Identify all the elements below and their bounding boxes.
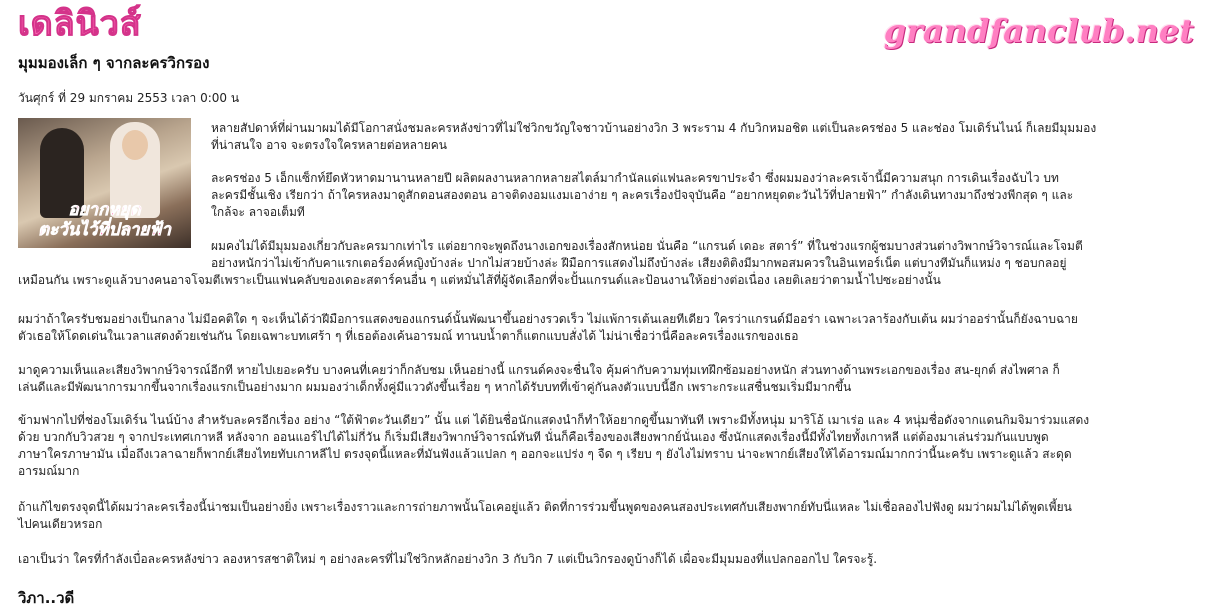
paragraph-1 bbox=[211, 120, 1096, 154]
paragraph-5 bbox=[18, 362, 1060, 396]
paragraph-6 bbox=[18, 412, 1089, 480]
paragraph-line: เหมือนกัน เพราะดูแล้วบางคนอาจโจมตีเพราะเป็นแฟนคลับของเดอะสตาร์คนอื่น ๆ แต่หมั่นไส้ที่ผู้จัดเลือกที่จะปั้นแกรนด์และป้อนงานให้อย่างต่อเนื่อง เลยติเลยว่าตามน้ำไปซะอย่างนั้น bbox=[18, 273, 941, 287]
paragraph-line: อารมณ์มาก bbox=[18, 464, 80, 478]
article-date: วันศุกร์ ที่ 29 มกราคม 2553 เวลา 0:00 น bbox=[18, 91, 240, 105]
paragraph-line: หลายสัปดาห์ที่ผ่านมาผมได้มีโอกาสนั่งชมละครหลังข่าวที่ไม่ใช่วิกขวัญใจชาวบ้านอย่างวิก 3 พระราม 4 กับวิกหมอชิต แต่เป็นละครช่อง 5 และช่อง โมเดิร์นไนน์ ก็เลยมีมุมมอง bbox=[211, 121, 1097, 135]
paragraph-line: เอาเป็นว่า ใครที่กำลังเบื่อละครหลังข่าว ลองหารสชาติใหม่ ๆ อย่างละครที่ไม่ใช่วิกหลักอย่างวิก 3 กับวิก 7 แต่เป็นวิกรองดูบ้างก็ได้ เผื่อจะมีมุมมองที่แปลกออกไป ใครจะรู้. bbox=[18, 552, 878, 566]
paragraph-line: ผมคงไม่ได้มีมุมมองเกี่ยวกับละครมากเท่าไร แต่อยากจะพูดถึงนางเอกของเรื่องสักหน่อย นั่นคือ “แกรนด์ เดอะ สตาร์” ที่ในช่วงแรกผู้ชมบางส่วนต่างวิพากษ์วิจารณ์และโจมตี bbox=[211, 239, 1083, 253]
paragraph-3 bbox=[18, 238, 1083, 289]
paragraph-line: ละครมีชั้นเชิง เรียกว่า ถ้าใครหลงมาดูสักตอนสองตอน อาจติดงอมแงมเอาง่าย ๆ ละครเรื่องปัจจุบันคือ “อยากหยุดตะวันไว้ที่ปลายฟ้า” กำลังเดินทางมาถึงช่วงพีกสุด ๆ และ bbox=[211, 188, 1074, 202]
article-title: มุมมองเล็ก ๆ จากละครวิกรอง bbox=[18, 54, 210, 72]
poster-title-line1: อยากหยุด bbox=[68, 200, 141, 220]
paragraph-line: ภาษาใครภาษามัน เมื่อถึงเวลาฉายก็พากย์เสียงไทยทับเกาหลีไป ตรงจุดนี้แหละที่มันฟังแล้วแปลก ๆ ออกจะแปร่ง ๆ จืด ๆ เรียบ ๆ ยังไงไม่ทราบ น่าจะพากย์เสียงให้ได้อารมณ์มากกว่านี้นะครับ เพราะดูแล้ว สะดุด bbox=[18, 447, 1072, 461]
paragraph-line: ที่น่าสนใจ อาจ จะตรงใจใครหลายต่อหลายคน bbox=[211, 138, 447, 152]
paragraph-4 bbox=[18, 311, 1078, 345]
poster-title-line2: ตะวันไว้ที่ปลายฟ้า bbox=[38, 220, 171, 240]
paragraph-line: เล่นดีและมีพัฒนาการมากขึ้นจากเรื่องแรกเป็นอย่างมาก ผมมองว่าเด็กทั้งคู่มีแววดังขึ้นเรื่อย ๆ หากได้รับบทที่เข้าคู่กันลงตัวแบบนี้อีก เพราะกระแสชื่นชมเริ่มมีมากขึ้น bbox=[18, 380, 852, 394]
paragraph-7 bbox=[18, 499, 1072, 533]
paragraph-line: ใกล้จะ ลาจอเต็มที bbox=[211, 205, 305, 219]
paragraph-8 bbox=[18, 551, 877, 568]
paragraph-line: ละครช่อง 5 เอ็กแซ็กท์ยึดหัวหาดมานานหลายปี ผลิตผลงานหลากหลายสไตล์มากำนัลแด่แฟนละครขาประจำ ซึ่งผมมองว่าละครเจ้านี้มีความสนุก การเดินเรื่องฉับไว บท bbox=[211, 171, 1059, 185]
drama-poster-image bbox=[18, 118, 191, 248]
paragraph-line: ด้วย บวกกับวิวสวย ๆ จากประเทศเกาหลี หลังจาก ออนแอร์ไปได้ไม่กี่วัน ก็เริ่มมีเสียงวิพากษ์วิจารณ์ทันที นั่นก็คือเรื่องของเสียงพากย์นั่นเอง ซึ่งนักแสดงเรื่องนี้มีทั้งไทยทั้งเกาหลี แต่ต้องมาเล่นร่วมกันแบบพูด bbox=[18, 430, 1049, 444]
paragraph-line: ข้ามฟากไปที่ช่องโมเดิร์น ไนน์บ้าง สำหรับละครอีกเรื่อง อย่าง “ใต้ฟ้าตะวันเดียว” นั้น แต่ ได้ยินชื่อนักแสดงนำก็ทำให้อยากดูขึ้นมาทันที เพราะมีทั้งหนุ่ม มาริโอ้ เมาเร่อ และ 4 หนุ่มชื่อดังจากแดนกิมจิมาร่วมแสดง bbox=[18, 413, 1090, 427]
paragraph-line: ไปคนเดียวหรอก bbox=[18, 517, 103, 531]
logo-dailynews: เดลินิวส์ bbox=[18, 4, 142, 44]
poster-face bbox=[122, 130, 148, 160]
paragraph-line: อย่างหนักว่าไม่เข้ากับคาแรกเตอร์องค์หญิงบ้างล่ะ ปากไม่สวยบ้างล่ะ ฝีมือการแสดงไม่ถึงบ้างล่ะ เสียงติติงมีมากพอสมควรในอินเทอร์เน็ต แต่บางทีมันก็แหม่ง ๆ ชอบกลอยู่ bbox=[211, 256, 1067, 270]
paragraph-line: ตัวเธอให้โดดเด่นในเวลาแสดงด้วยเช่นกัน โดยเฉพาะบทเศร้า ๆ ที่เธอต้องเค้นอารมณ์ ทานบน้ำตาก็แตกแบบสั่งได้ ไม่น่าเชื่อว่านี่คือละครเรื่องแรกของเธอ bbox=[18, 329, 799, 343]
poster-title-art bbox=[22, 200, 187, 240]
logo-grandfanclub: grandfanclub.net bbox=[883, 12, 1194, 50]
paragraph-line: มาดูความเห็นและเสียงวิพากษ์วิจารณ์อีกที หายไปเยอะครับ บางคนที่เคยว่าก็กลับชม เห็นอย่างนี้ แกรนด์คงจะชื่นใจ คุ้มค่ากับความทุ่มเทฝึกซ้อมอย่างหนัก ส่วนทางด้านพระเอกของเรื่อง สน-ยุกต์ ส่งไพศาล ก็ bbox=[18, 363, 1060, 377]
paragraph-line: ถ้าแก้ไขตรงจุดนี้ได้ผมว่าละครเรื่องนี้น่าชมเป็นอย่างยิ่ง เพราะเรื่องราวและการถ่ายภาพนั้นโอเคอยู่แล้ว ติดที่การร่วมขึ้นพูดของคนสองประเทศกับเสียงพากย์ทับนี่แหละ ไม่เชื่อลองไปฟังดู ผมว่าผมไม่ได้พูดเพี้ยน bbox=[18, 500, 1072, 514]
paragraph-line: ผมว่าถ้าใครรับชมอย่างเป็นกลาง ไม่มีอคติใด ๆ จะเห็นได้ว่าฝีมือการแสดงของแกรนด์นั้นพัฒนาขึ้นอย่างรวดเร็ว ไม่แพ้การเต้นเลยทีเดียว ใครว่าแกรนด์มีออร่า เฉพาะเวลาร้องกับเต้น ผมว่าออร่านั้นก็ยังฉาบฉาย bbox=[18, 312, 1078, 326]
paragraph-2 bbox=[211, 170, 1073, 221]
author-signature: วิภา..วดี bbox=[18, 589, 75, 607]
